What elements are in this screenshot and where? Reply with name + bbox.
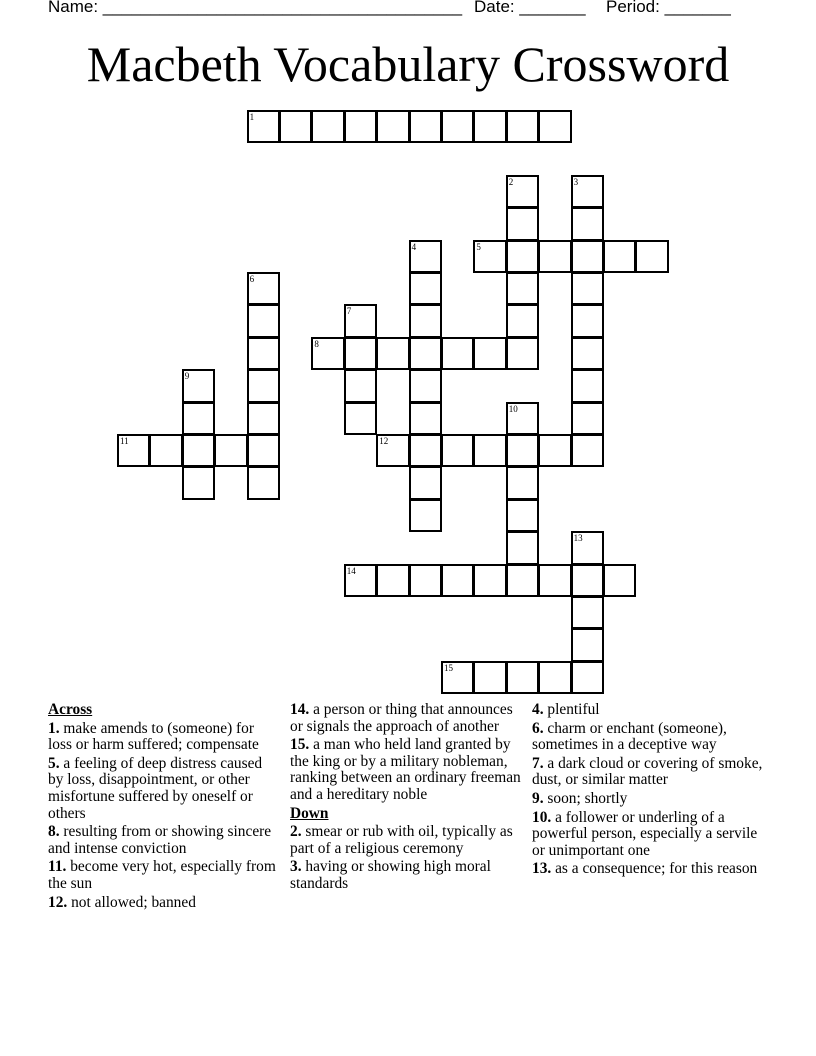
crossword-cell[interactable]	[117, 434, 150, 467]
crossword-cell[interactable]	[571, 596, 604, 629]
crossword-cell[interactable]	[473, 110, 506, 143]
crossword-cell[interactable]	[182, 402, 215, 435]
crossword-cell[interactable]	[571, 304, 604, 337]
clue-item-number: 1.	[48, 719, 60, 737]
crossword-cell[interactable]	[506, 661, 539, 694]
crossword-cell[interactable]	[279, 110, 312, 143]
clue-item-text: become very hot, especially from the sun	[48, 858, 276, 892]
clue-item-text: plentiful	[543, 701, 600, 718]
crossword-cell[interactable]	[376, 564, 409, 597]
crossword-cell[interactable]	[635, 240, 668, 273]
crossword-cell[interactable]	[506, 110, 539, 143]
crossword-cell[interactable]	[506, 240, 539, 273]
crossword-cell[interactable]	[247, 337, 280, 370]
clue-item	[48, 824, 280, 857]
crossword-cell[interactable]	[506, 402, 539, 435]
period-field-label: Period: _______	[606, 0, 731, 16]
clue-item	[290, 824, 522, 857]
crossword-cell[interactable]	[214, 434, 247, 467]
clue-number: 13	[573, 533, 583, 544]
clue-section-heading: Across	[48, 701, 93, 718]
crossword-cell[interactable]	[571, 240, 604, 273]
crossword-cell[interactable]	[506, 564, 539, 597]
crossword-cell[interactable]	[409, 240, 442, 273]
name-field-label: Name: ______________________________________	[48, 0, 463, 16]
clue-item	[532, 721, 764, 754]
clue-number: 1	[249, 112, 255, 122]
clue-number: 12	[379, 436, 389, 446]
clue-item	[48, 756, 280, 822]
crossword-cell[interactable]	[506, 466, 539, 499]
crossword-cell[interactable]	[409, 402, 442, 435]
clue-item-number: 8.	[48, 823, 60, 841]
clue-item-number: 11.	[48, 858, 67, 876]
clue-item-text: smear or rub with oil, typically as part of a religious ceremony	[290, 823, 513, 857]
crossword-cell[interactable]	[441, 434, 474, 467]
crossword-cell[interactable]	[506, 337, 539, 370]
clue-item-text: having or showing high moral standards	[290, 858, 491, 892]
clue-item-number: 5.	[48, 754, 60, 772]
crossword-cell[interactable]	[441, 661, 474, 694]
clue-item-text: not allowed; banned	[67, 893, 196, 911]
clue-item-number: 3.	[290, 858, 302, 876]
clue-item-text: a dark cloud or covering of smoke, dust, or similar matter	[532, 754, 763, 789]
clue-item	[48, 895, 280, 912]
clue-item	[532, 861, 764, 878]
crossword-cell[interactable]	[571, 337, 604, 370]
crossword-cell[interactable]	[603, 240, 636, 273]
clue-number: 3	[573, 176, 579, 187]
crossword-cell[interactable]	[571, 402, 604, 435]
crossword-cell[interactable]	[182, 434, 215, 467]
crossword-cell[interactable]	[473, 434, 506, 467]
clue-number: 10	[508, 403, 518, 414]
crossword-cell[interactable]	[571, 369, 604, 402]
clue-item	[532, 810, 764, 860]
crossword-cell[interactable]	[603, 564, 636, 597]
clue-item-number: 14.	[290, 701, 310, 718]
clue-number: 15	[444, 662, 453, 673]
crossword-cell[interactable]	[538, 240, 571, 273]
crossword-cell[interactable]	[571, 207, 604, 240]
page-title: Macbeth Vocabulary Crossword	[86, 36, 730, 92]
clues-column-3	[532, 702, 764, 880]
clue-number: 9	[184, 371, 190, 382]
crossword-cell[interactable]	[311, 110, 344, 143]
clue-number: 7	[346, 306, 352, 317]
crossword-cell[interactable]	[473, 337, 506, 370]
crossword-cell[interactable]	[571, 531, 604, 564]
clue-section-heading: Down	[290, 804, 329, 822]
crossword-cell[interactable]	[506, 175, 539, 208]
crossword-cell[interactable]	[344, 402, 377, 435]
clue-item-number: 7.	[532, 754, 544, 772]
clue-item-number: 12.	[48, 893, 68, 911]
clue-item-number: 9.	[532, 789, 544, 807]
clue-item-text: a follower or underling of a powerful person, especially a servile or unimportant one	[532, 808, 758, 859]
crossword-cell[interactable]	[409, 466, 442, 499]
clue-item	[290, 737, 522, 803]
date-field-label: Date: _______	[474, 0, 586, 16]
crossword-cell[interactable]	[344, 369, 377, 402]
clue-item-number: 2.	[290, 823, 302, 841]
clue-item-text: a person or thing that announces or signals the approach of another	[290, 701, 513, 735]
crossword-cell[interactable]	[182, 369, 215, 402]
clue-item-text: a feeling of deep distress caused by loss, disappointment, or other misfortune suffered by oneself or others	[48, 754, 263, 822]
clues-column-2	[290, 702, 522, 895]
crossword-cell[interactable]	[409, 499, 442, 532]
crossword-cell[interactable]	[506, 531, 539, 564]
crossword-cell[interactable]	[571, 564, 604, 597]
clue-number: 5	[476, 241, 481, 252]
clue-number: 4	[411, 241, 417, 252]
crossword-cell[interactable]	[409, 304, 442, 337]
crossword-cell[interactable]	[247, 402, 280, 435]
clue-item	[48, 859, 280, 892]
crossword-cell[interactable]	[538, 110, 571, 143]
crossword-cell[interactable]	[409, 564, 442, 597]
crossword-cell[interactable]	[571, 434, 604, 467]
clue-number: 8	[314, 338, 319, 349]
clue-item-text: as a consequence; for this reason	[551, 860, 758, 878]
crossword-cell[interactable]	[149, 434, 182, 467]
crossword-cell[interactable]	[409, 337, 442, 370]
crossword-cell[interactable]	[571, 661, 604, 694]
crossword-cell[interactable]	[538, 434, 571, 467]
crossword-cell[interactable]	[247, 369, 280, 402]
crossword-cell[interactable]	[473, 661, 506, 694]
crossword-cell[interactable]	[247, 466, 280, 499]
clue-number: 2	[508, 176, 514, 187]
clue-item	[532, 756, 764, 789]
crossword-cell[interactable]	[376, 110, 409, 143]
crossword-cell[interactable]	[538, 661, 571, 694]
clue-item-number: 6.	[532, 719, 544, 737]
crossword-cell[interactable]	[441, 110, 474, 143]
crossword-cell[interactable]	[247, 434, 280, 467]
crossword-cell[interactable]	[182, 466, 215, 499]
clue-item-text: soon; shortly	[543, 789, 628, 807]
crossword-cell[interactable]	[344, 337, 377, 370]
crossword-cell[interactable]	[473, 564, 506, 597]
crossword-cell[interactable]	[571, 175, 604, 208]
crossword-cell[interactable]	[247, 272, 280, 305]
crossword-cell[interactable]	[247, 304, 280, 337]
crossword-cell[interactable]	[571, 272, 604, 305]
clue-item-text: make amends to (someone) for loss or harm suffered; compensate	[48, 719, 259, 754]
crossword-cell[interactable]	[506, 434, 539, 467]
crossword-cell[interactable]	[409, 434, 442, 467]
crossword-cell[interactable]	[571, 628, 604, 661]
crossword-cell[interactable]	[506, 272, 539, 305]
crossword-cell[interactable]	[473, 240, 506, 273]
crossword-cell[interactable]	[538, 564, 571, 597]
crossword-cell[interactable]	[409, 272, 442, 305]
crossword-cell[interactable]	[376, 434, 409, 467]
clues-column-1	[48, 702, 280, 913]
crossword-cell[interactable]	[441, 564, 474, 597]
clue-item-text: a man who held land granted by the king or by a military nobleman, ranking between an ordinary freeman and a hereditary noble	[290, 736, 521, 803]
crossword-cell[interactable]	[247, 110, 280, 143]
clue-item	[532, 791, 764, 808]
crossword-cell[interactable]	[506, 499, 539, 532]
clue-item-number: 13.	[532, 860, 552, 878]
clue-item	[532, 702, 764, 719]
crossword-cell[interactable]	[441, 337, 474, 370]
crossword-cell[interactable]	[409, 110, 442, 143]
crossword-cell[interactable]	[409, 369, 442, 402]
clue-item-text: charm or enchant (someone), sometimes in a deceptive way	[532, 719, 727, 754]
crossword-cell[interactable]	[506, 304, 539, 337]
clue-item-number: 10.	[532, 808, 552, 826]
clue-item-text: resulting from or showing sincere and intense conviction	[48, 823, 272, 857]
clue-number: 6	[249, 274, 255, 284]
clue-item-number: 15.	[290, 736, 310, 754]
crossword-cell[interactable]	[344, 564, 377, 597]
clue-item	[48, 721, 280, 754]
crossword-cell[interactable]	[506, 207, 539, 240]
clue-number: 14	[346, 565, 356, 576]
crossword-cell[interactable]	[344, 304, 377, 337]
clue-item	[290, 702, 522, 735]
clue-number: 11	[120, 436, 129, 446]
clue-item-number: 4.	[532, 701, 544, 718]
crossword-cell[interactable]	[344, 110, 377, 143]
clue-item	[290, 859, 522, 892]
crossword-cell[interactable]	[311, 337, 344, 370]
crossword-cell[interactable]	[376, 337, 409, 370]
